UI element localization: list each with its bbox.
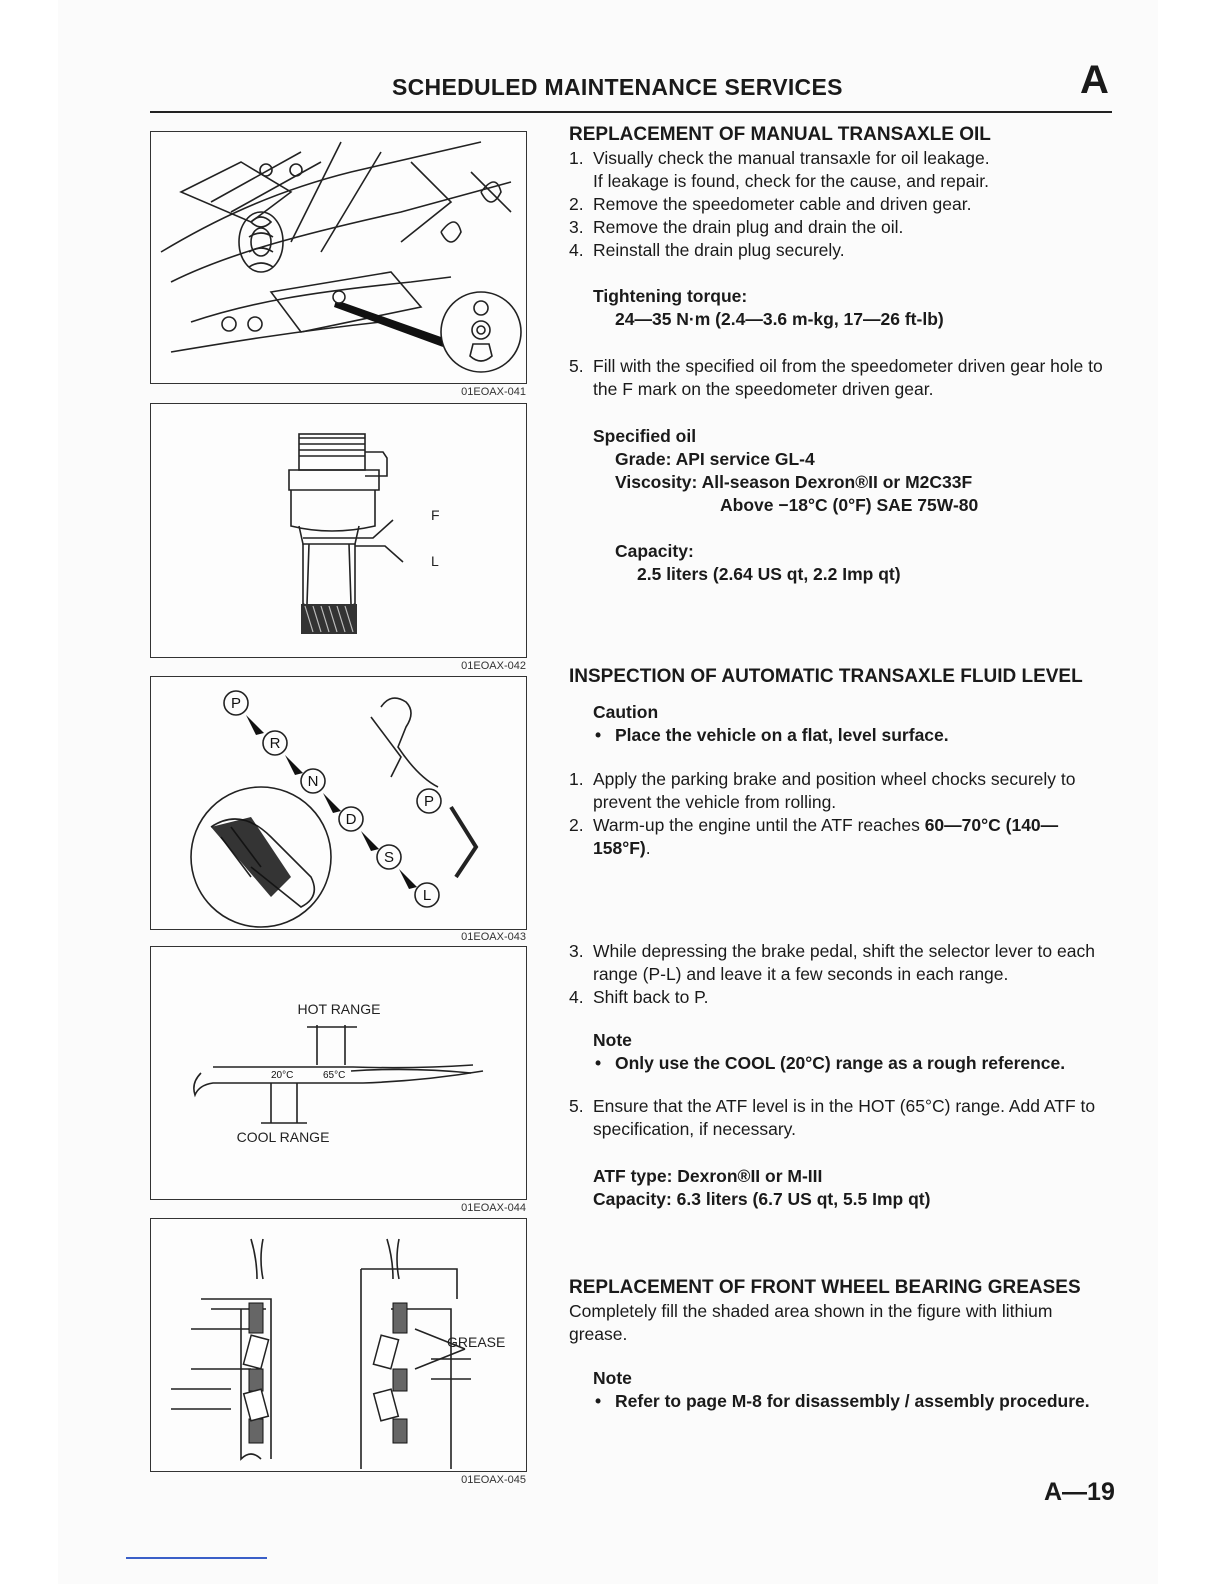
hot-range-label: HOT RANGE [297, 1001, 381, 1017]
step-number: 1. [569, 769, 584, 789]
note-text: Refer to page M-8 for disassembly / assembly procedure. [615, 1391, 1090, 1411]
note-bullet [569, 1052, 1114, 1075]
mark-20-label: 20°C [271, 1070, 294, 1081]
selector-lever-illustration [151, 677, 525, 928]
manual-transaxle-section [569, 123, 1114, 586]
step-number: 5. [569, 356, 584, 376]
torque-value: 24—35 N·m (2.4—3.6 m-kg, 17—26 ft-lb) [615, 309, 944, 329]
range-l-label: L [422, 887, 432, 904]
temperature-range: 60—70°C (140—158°F) [593, 815, 1059, 858]
wheel-bearing-illustration [151, 1219, 525, 1470]
note-bullet [569, 1390, 1114, 1413]
caution-text: Place the vehicle on a flat, level surface. [615, 725, 949, 745]
oil-viscosity: Viscosity: All-season Dexron®II or M2C33F [615, 472, 973, 492]
caution-label: Caution [593, 702, 659, 722]
step [569, 940, 1114, 986]
figure-selector-lever [150, 676, 527, 930]
section-title: REPLACEMENT OF FRONT WHEEL BEARING GREASES [569, 1277, 1081, 1298]
range-d-label: D [345, 811, 357, 828]
range-s-label: S [383, 849, 395, 866]
range-p-label: P [230, 695, 242, 712]
cool-range-label: COOL RANGE [236, 1129, 330, 1145]
range-n-label: N [307, 773, 319, 790]
step [569, 193, 1114, 216]
dipstick-illustration [151, 947, 525, 1198]
figure-code: 01EOAX-042 [461, 660, 526, 672]
step-text: Ensure that the ATF level is in the HOT (65°C) range. Add ATF to specification, if necessary. [593, 1096, 1096, 1139]
step-text-part: . [645, 838, 651, 858]
l-mark-label: L [431, 553, 439, 569]
page-number: A—19 [1044, 1478, 1115, 1506]
step-number: 4. [569, 240, 584, 260]
section-title: INSPECTION OF AUTOMATIC TRANSAXLE FLUID LEVEL [569, 666, 1083, 687]
section-title: REPLACEMENT OF MANUAL TRANSAXLE OIL [569, 124, 991, 145]
figure-speedometer-gear [150, 403, 527, 658]
specified-oil-label: Specified oil [593, 426, 697, 446]
step-text: Remove the drain plug and drain the oil. [593, 217, 904, 237]
step [569, 814, 1114, 860]
header-rule [150, 111, 1112, 113]
step-text [593, 814, 1114, 860]
step-text: While depressing the brake pedal, shift the selector lever to each range (P-L) and leave it a few seconds in each range. [593, 941, 1095, 984]
step [569, 355, 1114, 401]
bullet: • [595, 1391, 602, 1411]
capacity-label: Capacity: [615, 541, 694, 561]
step-text: If leakage is found, check for the cause, and repair. [593, 171, 989, 191]
step-number: 2. [569, 194, 584, 214]
f-mark-label: F [431, 507, 440, 523]
caution-bullet [569, 724, 1114, 747]
atf-capacity: Capacity: 6.3 liters (6.7 US qt, 5.5 Imp qt) [593, 1189, 931, 1209]
driven-gear-illustration [151, 404, 525, 656]
step-text: Fill with the specified oil from the speedometer driven gear hole to the F mark on the speedometer driven gear. [593, 356, 1103, 399]
capacity-value: 2.5 liters (2.64 US qt, 2.2 Imp qt) [637, 564, 901, 584]
step-text: Remove the speedometer cable and driven gear. [593, 194, 972, 214]
step-text: Visually check the manual transaxle for oil leakage. [593, 148, 990, 168]
section-letter: A [1080, 58, 1109, 102]
grease-label: GREASE [447, 1334, 506, 1350]
mark-65-label: 65°C [323, 1070, 346, 1081]
figure-dipstick [150, 946, 527, 1200]
note-label: Note [593, 1368, 632, 1388]
figure-code: 01EOAX-041 [461, 386, 526, 398]
step-number: 3. [569, 217, 584, 237]
note-text: Only use the COOL (20°C) range as a rough reference. [615, 1053, 1066, 1073]
figure-code: 01EOAX-044 [461, 1202, 526, 1214]
footer-rule [126, 1557, 267, 1559]
step-text: Reinstall the drain plug securely. [593, 240, 845, 260]
torque-label: Tightening torque: [593, 286, 748, 306]
bullet: • [595, 1053, 602, 1073]
step-number: 4. [569, 987, 584, 1007]
step-text: Shift back to P. [593, 987, 709, 1007]
page-title: SCHEDULED MAINTENANCE SERVICES [392, 74, 843, 100]
step-text: Apply the parking brake and position wheel chocks securely to prevent the vehicle from rolling. [593, 769, 1076, 812]
figure-code: 01EOAX-043 [461, 931, 526, 943]
step-text-part: Warm-up the engine until the ATF reaches [593, 815, 920, 835]
step [569, 1095, 1114, 1141]
step [569, 216, 1114, 239]
bullet: • [595, 725, 602, 745]
atf-type: ATF type: Dexron®II or M-III [593, 1166, 823, 1186]
section-text: Completely fill the shaded area shown in the figure with lithium grease. [569, 1301, 1053, 1344]
step [569, 147, 1114, 193]
atf-inspection-section [569, 665, 1114, 1211]
oil-viscosity-cold: Above −18°C (0°F) SAE 75W-80 [720, 495, 979, 515]
figure-transaxle-drain-plug [150, 131, 527, 384]
transaxle-illustration [151, 132, 525, 382]
figure-wheel-bearing [150, 1218, 527, 1472]
step-number: 3. [569, 941, 584, 961]
step-number: 2. [569, 815, 584, 835]
figure-code: 01EOAX-045 [461, 1474, 526, 1486]
step [569, 768, 1114, 814]
range-r-label: R [269, 735, 281, 752]
step [569, 239, 1114, 262]
step [569, 986, 1114, 1009]
park-return-label: P [423, 793, 435, 810]
note-label: Note [593, 1030, 632, 1050]
step-number: 1. [569, 148, 584, 168]
oil-grade: Grade: API service GL-4 [615, 449, 815, 469]
step-number: 5. [569, 1096, 584, 1116]
wheel-bearing-section [569, 1276, 1114, 1413]
